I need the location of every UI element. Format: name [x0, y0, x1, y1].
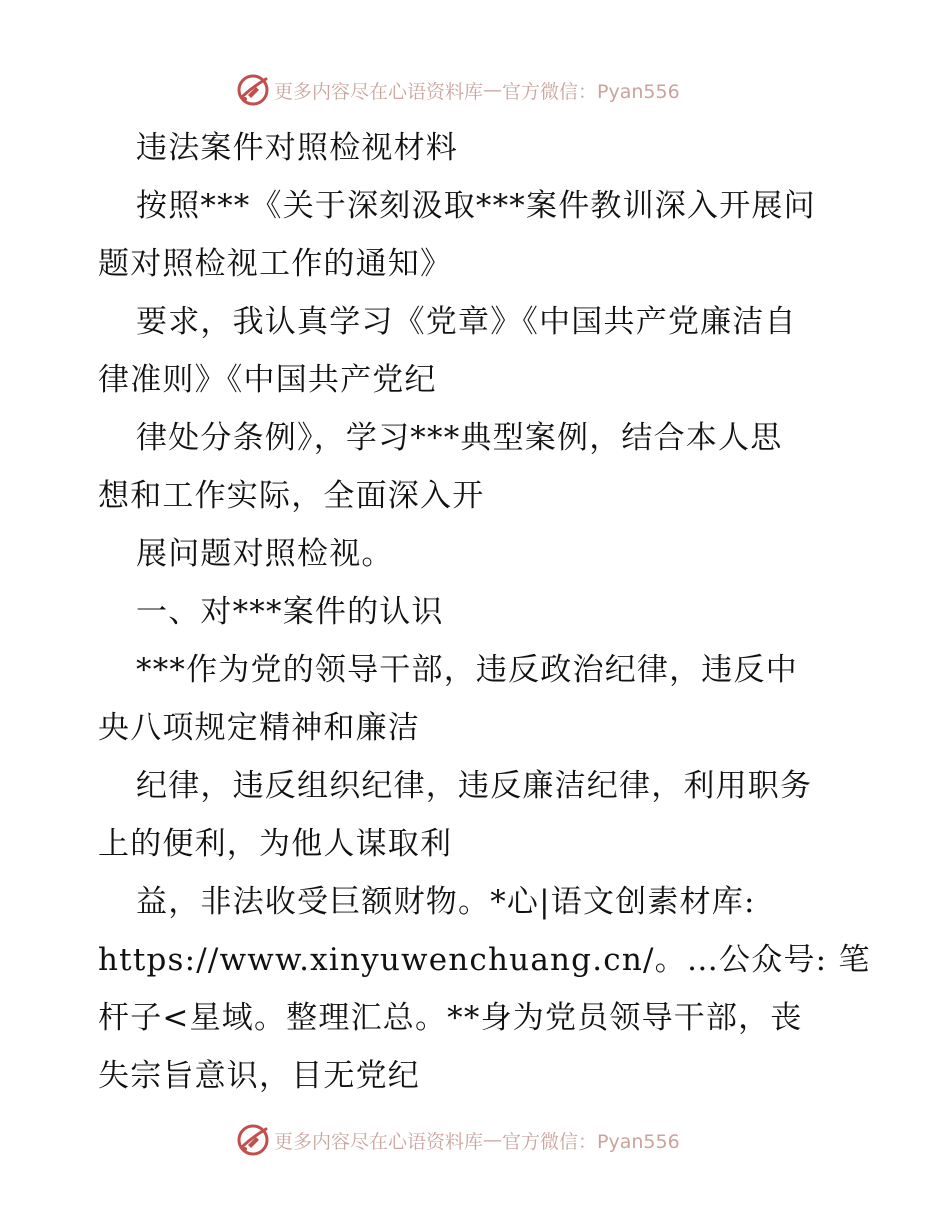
paragraph-line: 题对照检视工作的通知》	[98, 246, 453, 282]
paragraph-line: 杆子<星域。整理汇总。**身为党员领导干部，丧	[98, 1000, 803, 1036]
banner-text: 更多内容尽在心语资料库	[274, 80, 484, 103]
section-heading: 一、对***案件的认识	[136, 594, 444, 630]
footer-banner[interactable]	[236, 1122, 680, 1158]
banner-separator: —	[483, 79, 503, 101]
banner-separator: —	[483, 1129, 503, 1151]
paragraph-line-url: https://www.xinyuwenchuang.cn/。…公众号: 笔	[98, 942, 871, 978]
pen-logo-icon	[236, 1123, 270, 1157]
banner-wechat: 官方微信：Pyan556	[502, 1130, 680, 1153]
paragraph-line: 想和工作实际，全面深入开	[98, 478, 485, 514]
paragraph-line: 展问题对照检视。	[136, 536, 394, 572]
paragraph-line: 益，非法收受巨额财物。*心|语文创素材库:	[136, 884, 756, 920]
paragraph-line: 央八项规定精神和廉洁	[98, 710, 420, 746]
doc-title: 违法案件对照检视材料	[136, 130, 458, 166]
banner-wechat: 官方微信：Pyan556	[502, 80, 680, 103]
paragraph-line: 上的便利，为他人谋取利	[98, 826, 453, 862]
paragraph-line: 按照***《关于深刻汲取***案件教训深入开展问	[136, 188, 816, 224]
paragraph-line: ***作为党的领导干部，违反政治纪律，违反中	[136, 652, 798, 688]
banner-text: 更多内容尽在心语资料库	[274, 1130, 484, 1153]
paragraph-line: 失宗旨意识，目无党纪	[98, 1058, 420, 1094]
paragraph-line: 律准则》《中国共产党纪	[98, 362, 437, 398]
paragraph-line: 要求，我认真学习《党章》《中国共产党廉洁自	[136, 304, 797, 340]
paragraph-line: 纪律，违反组织纪律，违反廉洁纪律，利用职务	[136, 768, 813, 804]
paragraph-line: 律处分条例》，学习***典型案例，结合本人思	[136, 420, 783, 456]
